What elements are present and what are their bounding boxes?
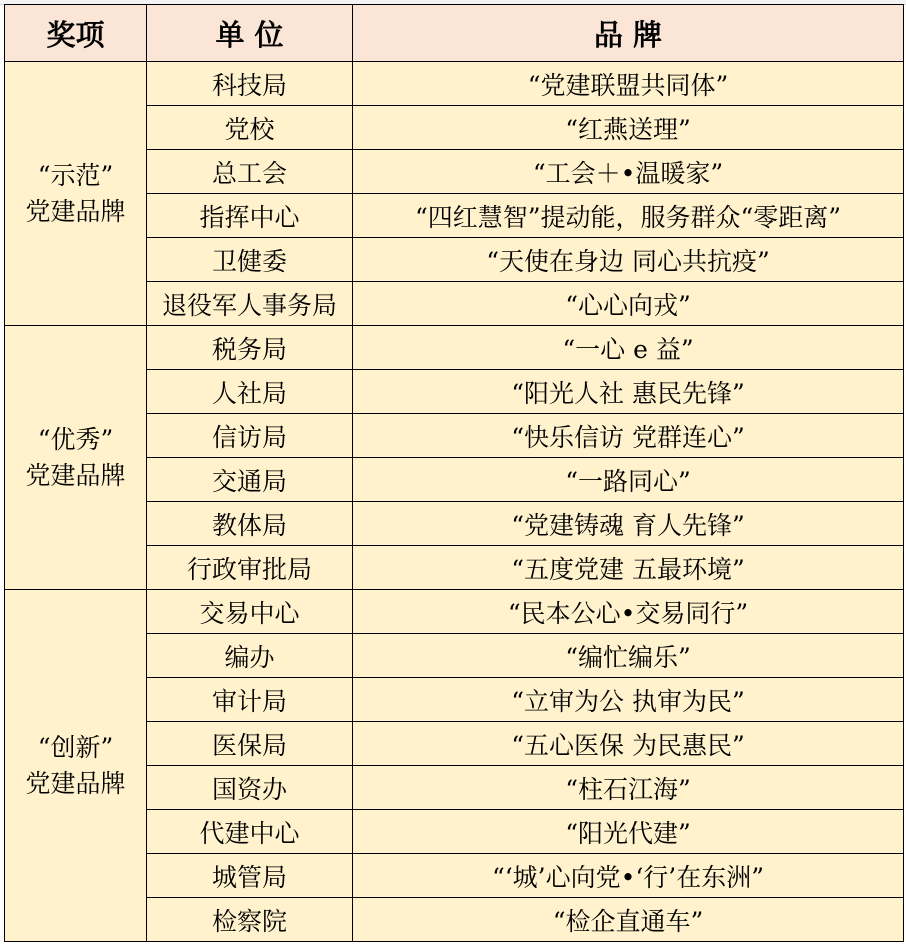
category-cell-excellent[interactable] [5, 326, 147, 590]
unit-cell[interactable]: 指挥中心 [147, 194, 353, 238]
unit-cell[interactable]: 城管局 [147, 854, 353, 898]
unit-cell[interactable]: 行政审批局 [147, 546, 353, 590]
brand-cell[interactable]: “快乐信访 党群连心” [353, 414, 904, 458]
party-brand-award-table [4, 4, 904, 942]
brand-cell[interactable]: “立审为公 执审为民” [353, 678, 904, 722]
brand-cell[interactable]: “一路同心” [353, 458, 904, 502]
category-line: 党建品牌 [25, 196, 126, 226]
table-row [5, 590, 904, 634]
brand-cell[interactable]: “检企直通车” [353, 898, 904, 942]
category-line: 党建品牌 [25, 460, 126, 490]
category-line: 党建品牌 [25, 768, 126, 798]
header-brand[interactable]: 品 牌 [353, 5, 904, 62]
brand-cell[interactable]: “阳光代建” [353, 810, 904, 854]
header-row [5, 5, 904, 62]
unit-cell[interactable]: 卫健委 [147, 238, 353, 282]
unit-cell[interactable]: 科技局 [147, 62, 353, 106]
category-cell-demonstration[interactable] [5, 62, 147, 326]
brand-cell[interactable]: “‘城’心向党•‘行’在东洲” [353, 854, 904, 898]
unit-cell[interactable]: 医保局 [147, 722, 353, 766]
category-line: “示范” [37, 160, 114, 190]
brand-cell[interactable]: “五心医保 为民惠民” [353, 722, 904, 766]
header-unit[interactable]: 单 位 [147, 5, 353, 62]
brand-cell[interactable]: “工会＋•温暖家” [353, 150, 904, 194]
unit-cell[interactable]: 交通局 [147, 458, 353, 502]
brand-cell[interactable]: “四红慧智”提动能，服务群众“零距离” [353, 194, 904, 238]
unit-cell[interactable]: 人社局 [147, 370, 353, 414]
brand-cell[interactable]: “党建铸魂 育人先锋” [353, 502, 904, 546]
brand-cell[interactable]: “天使在身边 同心共抗疫” [353, 238, 904, 282]
unit-cell[interactable]: 教体局 [147, 502, 353, 546]
category-line: “创新” [37, 732, 114, 762]
unit-cell[interactable]: 检察院 [147, 898, 353, 942]
unit-cell[interactable]: 信访局 [147, 414, 353, 458]
table-row [5, 326, 904, 370]
brand-cell[interactable]: “心心向戎” [353, 282, 904, 326]
brand-cell[interactable]: “柱石江海” [353, 766, 904, 810]
header-award[interactable]: 奖项 [5, 5, 147, 62]
category-cell-innovation[interactable] [5, 590, 147, 942]
unit-cell[interactable]: 总工会 [147, 150, 353, 194]
brand-cell[interactable]: “一心 e 益” [353, 326, 904, 370]
award-table-container [4, 4, 903, 942]
unit-cell[interactable]: 党校 [147, 106, 353, 150]
brand-cell[interactable]: “红燕送理” [353, 106, 904, 150]
unit-cell[interactable]: 审计局 [147, 678, 353, 722]
brand-cell[interactable]: “党建联盟共同体” [353, 62, 904, 106]
brand-cell[interactable]: “民本公心•交易同行” [353, 590, 904, 634]
table-row [5, 62, 904, 106]
unit-cell[interactable]: 税务局 [147, 326, 353, 370]
unit-cell[interactable]: 编办 [147, 634, 353, 678]
brand-cell[interactable]: “五度党建 五最环境” [353, 546, 904, 590]
unit-cell[interactable]: 退役军人事务局 [147, 282, 353, 326]
unit-cell[interactable]: 代建中心 [147, 810, 353, 854]
unit-cell[interactable]: 交易中心 [147, 590, 353, 634]
unit-cell[interactable]: 国资办 [147, 766, 353, 810]
brand-cell[interactable]: “阳光人社 惠民先锋” [353, 370, 904, 414]
category-line: “优秀” [37, 424, 114, 454]
brand-cell[interactable]: “编忙编乐” [353, 634, 904, 678]
